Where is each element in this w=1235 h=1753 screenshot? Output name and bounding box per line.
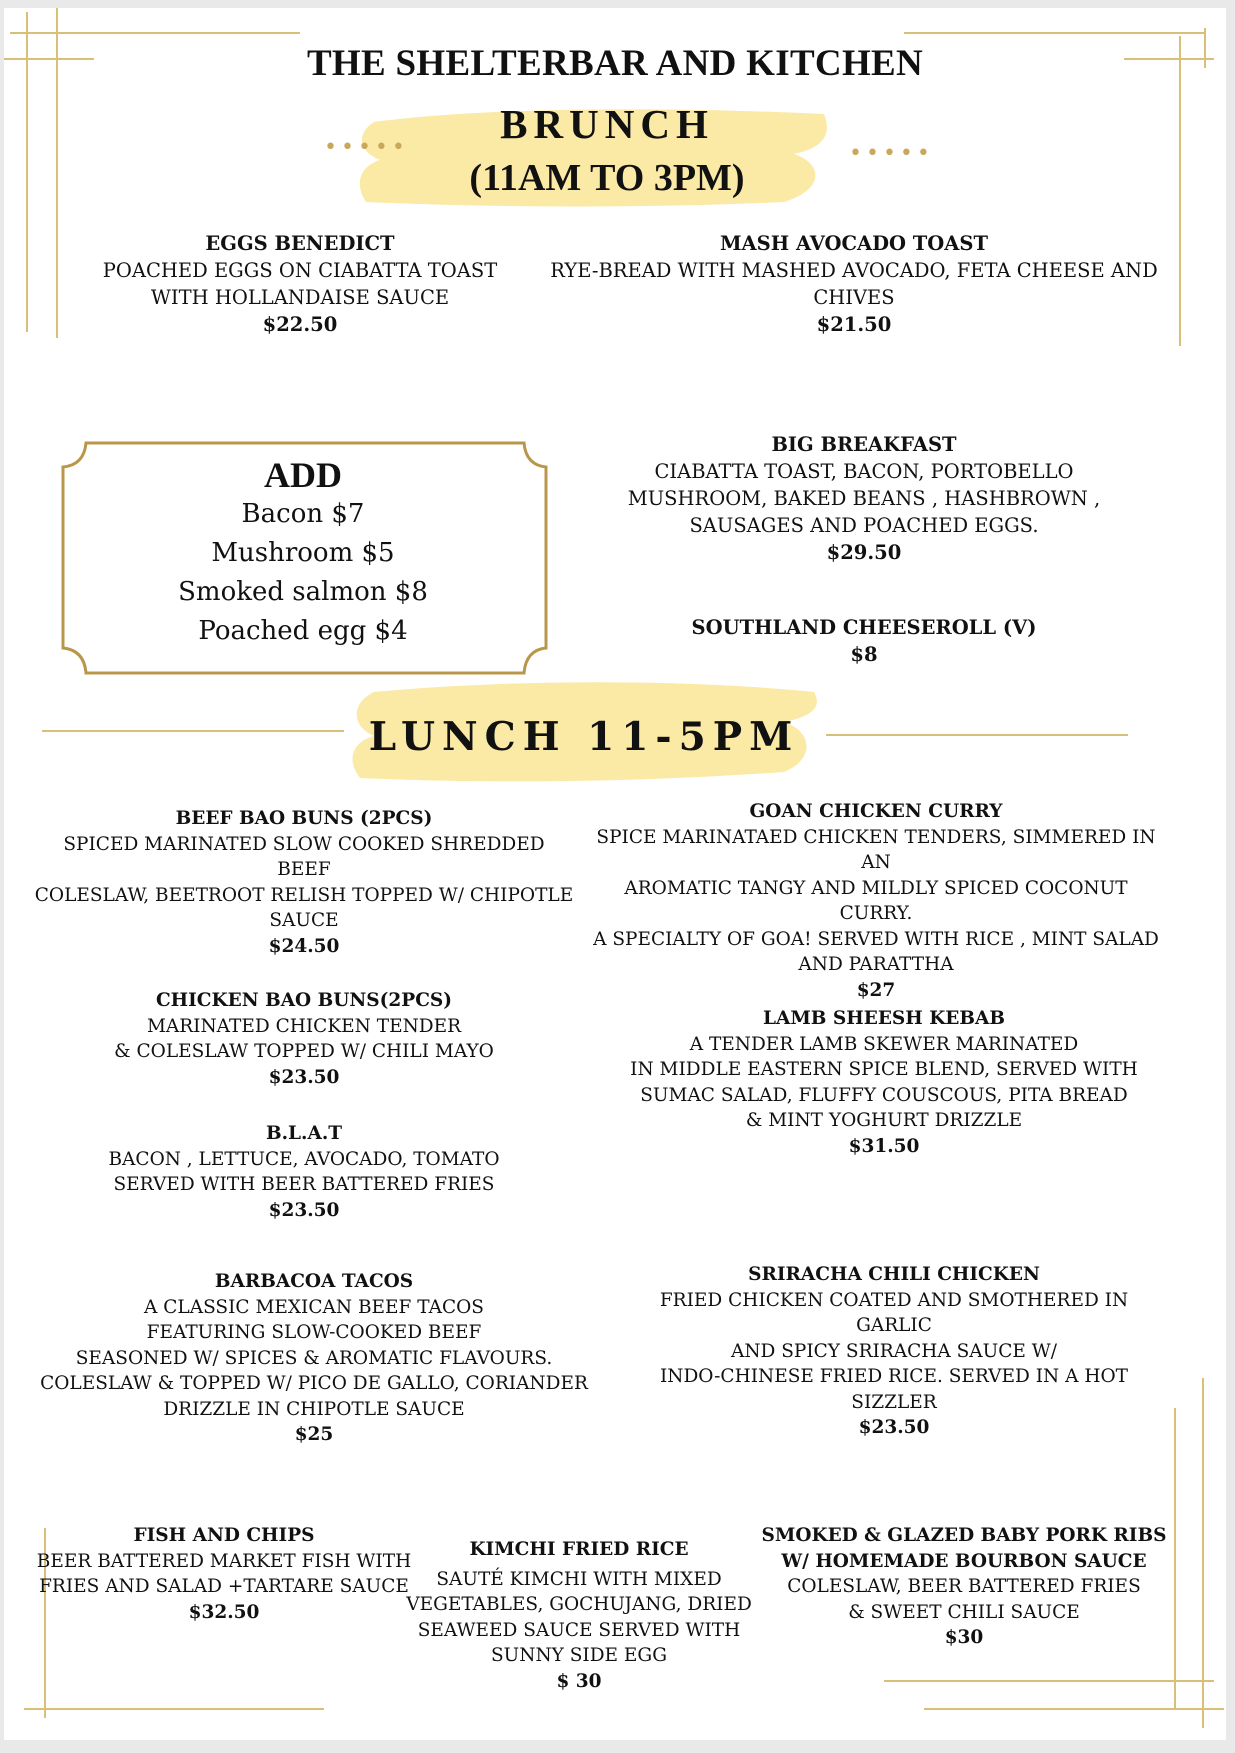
item-name: KIMCHI FRIED RICE <box>469 1539 689 1560</box>
gold-frame-line <box>1202 1378 1204 1728</box>
menu-item-lamb-sheesh-kebab <box>604 1006 1164 1160</box>
item-price: $ 30 <box>556 1670 602 1692</box>
brunch-title: BRUNCH <box>500 101 714 147</box>
item-desc-line: IN MIDDLE EASTERN SPICE BLEND, SERVED WITH <box>630 1059 1138 1080</box>
add-ons-box <box>62 441 544 667</box>
item-desc-line: FRIED CHICKEN COATED AND SMOTHERED IN <box>659 1289 1129 1311</box>
item-desc-line: BEER BATTERED MARKET FISH WITH <box>36 1550 412 1572</box>
item-name: B.L.A.T <box>265 1123 343 1144</box>
menu-item-goan-chicken-curry <box>586 799 1166 1004</box>
item-desc-line: & COLESLAW TOPPED W/ CHILI MAYO <box>114 1041 494 1062</box>
item-price: $27 <box>856 979 896 1001</box>
add-on-item: Mushroom $5 <box>211 538 395 568</box>
add-heading: ADD <box>264 455 342 495</box>
lunch-title: LUNCH 11-5PM <box>368 714 800 760</box>
item-price: $23.50 <box>858 1417 930 1438</box>
item-name: BIG BREAKFAST <box>771 433 957 456</box>
item-desc-line: WITH HOLLANDAISE SAUCE <box>150 286 450 309</box>
decorative-dots-left: ••••• <box>324 135 409 160</box>
lunch-divider-left <box>42 730 344 732</box>
item-desc-line: A CLASSIC MEXICAN BEEF TACOS <box>144 1296 484 1318</box>
item-price: $24.50 <box>268 935 340 957</box>
gold-frame-line <box>884 1680 1214 1682</box>
item-desc-line: SEAWEED SAUCE SERVED WITH <box>417 1619 741 1641</box>
item-desc-line: SUMAC SALAD, FLUFFY COUSCOUS, PITA BREAD <box>640 1084 1128 1106</box>
item-name: SMOKED & GLAZED BABY PORK RIBS <box>761 1525 1167 1546</box>
item-price: $21.50 <box>816 313 892 336</box>
item-desc-line: COLESLAW & TOPPED W/ PICO DE GALLO, CORIANDER <box>40 1373 588 1394</box>
item-price: $32.50 <box>188 1601 260 1623</box>
menu-item-sriracha-chili-chicken <box>624 1262 1164 1441</box>
item-desc-line: MUSHROOM, BAKED BEANS , HASHBROWN , <box>627 487 1101 510</box>
restaurant-name: THE SHELTERBAR AND KITCHEN <box>306 43 924 84</box>
item-desc-line: DRIZZLE IN CHIPOTLE SAUCE <box>163 1398 465 1420</box>
item-name: MASH AVOCADO TOAST <box>719 232 989 255</box>
add-on-item: Poached egg $4 <box>198 616 408 646</box>
menu-item-smoked-glazed-pork-ribs <box>754 1523 1174 1651</box>
menu-item-mash-avocado-toast <box>544 230 1164 339</box>
gold-frame-line <box>1174 1408 1176 1708</box>
item-name: FISH AND CHIPS <box>133 1525 315 1546</box>
item-desc-line: & MINT YOGHURT DRIZZLE <box>745 1110 1023 1131</box>
item-desc-line: SUNNY SIDE EGG <box>491 1645 667 1666</box>
item-desc-line: SAUTÉ KIMCHI WITH MIXED <box>436 1568 722 1590</box>
add-on-item: Smoked salmon $8 <box>178 577 428 607</box>
menu-item-barbacoa-tacos <box>24 1269 604 1448</box>
item-name: BEEF BAO BUNS (2PCS) <box>175 808 433 829</box>
gold-frame-line <box>10 32 300 34</box>
item-price: $8 <box>850 643 878 666</box>
menu-item-kimchi-fried-rice <box>404 1537 754 1695</box>
item-desc-line: & SWEET CHILI SAUCE <box>848 1601 1080 1623</box>
item-name: BARBACOA TACOS <box>214 1271 414 1292</box>
lunch-divider-right <box>826 734 1128 736</box>
item-desc-line: FRIES AND SALAD +TARTARE SAUCE <box>39 1576 409 1597</box>
gold-frame-line <box>904 32 1204 34</box>
item-price: $25 <box>294 1424 334 1445</box>
item-name: LAMB SHEESH KEBAB <box>762 1008 1006 1029</box>
item-desc-line: CHIVES <box>813 286 895 309</box>
item-name: GOAN CHICKEN CURRY <box>749 801 1003 822</box>
menu-page <box>4 8 1226 1740</box>
item-desc-line: SIZZLER <box>851 1391 937 1413</box>
item-name: W/ HOMEMADE BOURBON SAUCE <box>781 1550 1147 1572</box>
item-desc-line: VEGETABLES, GOCHUJANG, DRIED <box>406 1594 752 1615</box>
item-desc-line: A SPECIALTY OF GOA! SERVED WITH RICE , MINT SALAD <box>593 928 1159 950</box>
item-desc-line: FEATURING SLOW-COOKED BEEF <box>146 1322 482 1343</box>
gold-frame-line <box>24 1708 324 1710</box>
item-name: SRIRACHA CHILI CHICKEN <box>748 1264 1040 1285</box>
item-name: CHICKEN BAO BUNS(2PCS) <box>155 990 453 1011</box>
item-desc-line: GARLIC <box>856 1315 932 1336</box>
item-price: $30 <box>944 1627 984 1648</box>
menu-item-eggs-benedict <box>100 230 500 339</box>
item-price: $31.50 <box>848 1135 920 1157</box>
item-desc-line: COLESLAW, BEER BATTERED FRIES <box>787 1576 1141 1597</box>
item-price: $23.50 <box>268 1066 340 1088</box>
item-desc-line: RYE-BREAD WITH MASHED AVOCADO, FETA CHEESE AND <box>550 259 1158 282</box>
menu-item-beef-bao-buns <box>34 806 574 960</box>
menu-item-southland-cheeseroll <box>604 614 1124 669</box>
menu-item-chicken-bao-buns <box>34 988 574 1091</box>
item-desc-line: SPICED MARINATED SLOW COOKED SHREDDED BEEF <box>63 833 545 880</box>
decorative-dots-right: ••••• <box>849 141 934 166</box>
item-desc-line: AROMATIC TANGY AND MILDLY SPICED COCONUT CURRY. <box>624 877 1128 924</box>
menu-item-fish-and-chips <box>34 1523 414 1626</box>
item-name: SOUTHLAND CHEESEROLL (V) <box>691 616 1037 639</box>
item-price: $23.50 <box>268 1199 340 1221</box>
add-on-item: Bacon $7 <box>241 499 365 529</box>
item-desc-line: BACON , LETTUCE, AVOCADO, TOMATO <box>108 1148 500 1170</box>
item-desc-line: SERVED WITH BEER BATTERED FRIES <box>113 1174 495 1195</box>
brunch-hours: (11AM TO 3PM) <box>469 157 745 199</box>
item-desc-line: SAUSAGES AND POACHED EGGS. <box>689 514 1039 537</box>
menu-item-blat <box>34 1121 574 1224</box>
item-desc-line: SEASONED W/ SPICES & AROMATIC FLAVOURS. <box>75 1347 553 1369</box>
item-price: $22.50 <box>262 313 338 336</box>
item-desc-line: A TENDER LAMB SKEWER MARINATED <box>689 1033 1079 1055</box>
item-desc-line: POACHED EGGS ON CIABATTA TOAST <box>102 259 498 282</box>
item-desc-line: AND PARATTHA <box>798 954 954 975</box>
item-desc-line: SAUCE <box>269 910 339 931</box>
item-desc-line: CIABATTA TOAST, BACON, PORTOBELLO <box>654 460 1074 483</box>
menu-item-big-breakfast <box>604 431 1124 567</box>
item-desc-line: MARINATED CHICKEN TENDER <box>146 1015 462 1037</box>
item-desc-line: INDO-CHINESE FRIED RICE. SERVED IN A HOT <box>659 1366 1128 1387</box>
item-desc-line: COLESLAW, BEETROOT RELISH TOPPED W/ CHIPOTLE <box>34 884 574 906</box>
gold-frame-line <box>924 1708 1224 1710</box>
item-desc-line: SPICE MARINATAED CHICKEN TENDERS, SIMMERED IN AN <box>596 826 1156 873</box>
item-price: $29.50 <box>826 541 902 564</box>
item-name: EGGS BENEDICT <box>205 232 395 255</box>
item-desc-line: AND SPICY SRIRACHA SAUCE W/ <box>730 1340 1058 1362</box>
